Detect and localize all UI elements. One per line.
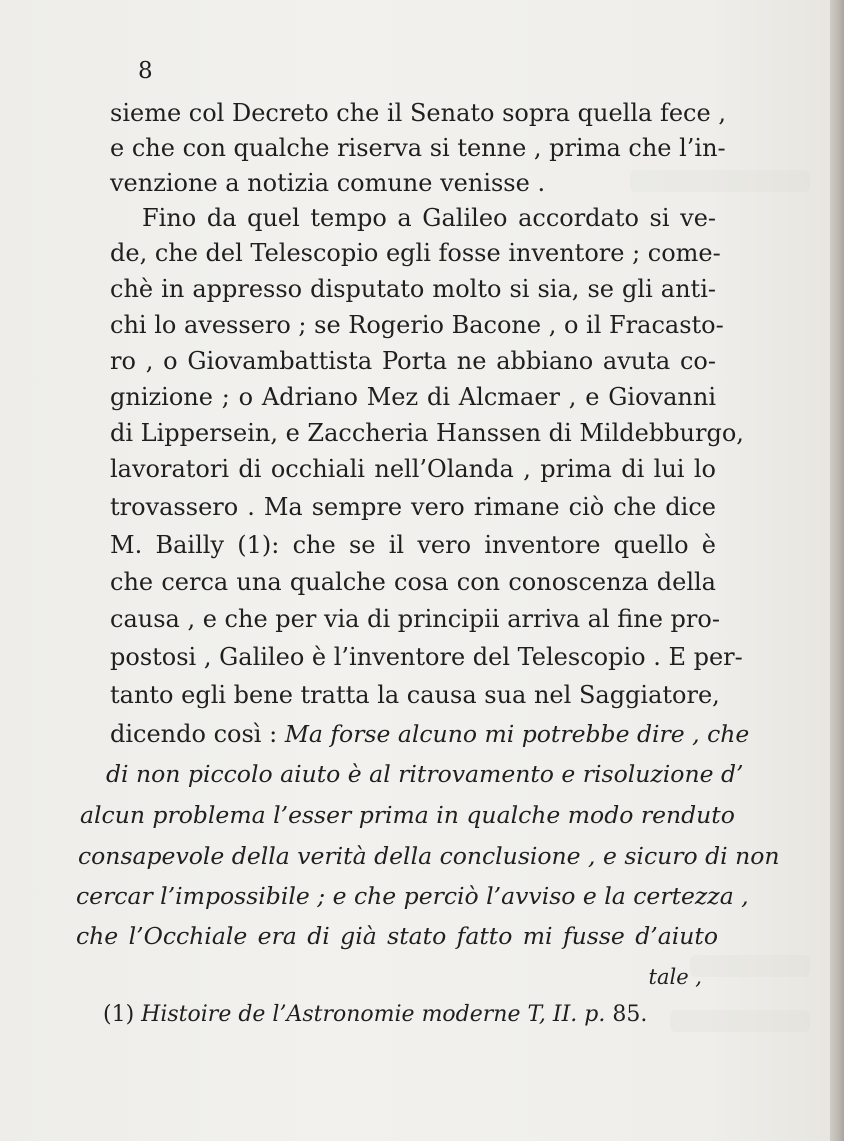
text-line: venzione a notizia comune venisse . <box>110 169 546 197</box>
text-line: gnizione ; o Adriano Mez di Alcmaer , e Giovanni <box>110 383 716 411</box>
quote-line: cercar l’impossibile ; e che perciò l’avviso e la certezza , <box>76 882 749 910</box>
footnote-mark: (1) <box>103 1002 135 1027</box>
bleed-through-shadow <box>690 955 810 977</box>
roman-text: dicendo così : <box>110 720 285 748</box>
footnote-page-ref: 85. <box>612 1002 648 1027</box>
text-line: chi lo avessero ; se Rogerio Bacone , o il Fracasto- <box>110 311 724 339</box>
text-line: M. Bailly (1): che se il vero inventore quello è <box>110 531 716 559</box>
text-line: che cerca una qualche cosa con conoscenza della <box>110 568 716 596</box>
footnote-text: Histoire de l’Astronomie moderne T, II. p. <box>141 1002 606 1027</box>
quote-line: consapevole della verità della conclusione , e sicuro di non <box>78 842 780 870</box>
bleed-through-shadow <box>670 1010 810 1032</box>
text-line: trovassero . Ma sempre vero rimane ciò che dice <box>110 493 716 521</box>
text-line: ro , o Giovambattista Porta ne abbiano avuta co- <box>110 347 716 375</box>
text-line: postosi , Galileo è l’inventore del Telescopio . E per- <box>110 643 743 671</box>
text-line: e che con qualche riserva si tenne , prima che l’in- <box>110 134 726 162</box>
mixed-text-line <box>110 719 750 749</box>
text-line: de, che del Telescopio egli fosse inventore ; come- <box>110 239 721 267</box>
text-line: causa , e che per via di principii arriva al fine pro- <box>110 605 720 633</box>
catchword: tale , <box>648 965 702 989</box>
quote-line: che l’Occhiale era di già stato fatto mi fusse d’aiuto <box>76 922 718 950</box>
quote-line: di non piccolo aiuto è al ritrovamento e risoluzione d’ <box>106 760 744 788</box>
page-edge-gutter <box>830 0 844 1141</box>
footnote <box>103 1000 648 1030</box>
text-line: di Lippersein, e Zaccheria Hanssen di Mildebburgo, <box>110 419 744 447</box>
text-line: tanto egli bene tratta la causa sua nel Saggiatore, <box>110 681 720 709</box>
text-line: lavoratori di occhiali nell’Olanda , prima di lui lo <box>110 455 716 483</box>
text-line: sieme col Decreto che il Senato sopra quella fece , <box>110 99 726 127</box>
page-number: 8 <box>138 58 153 84</box>
text-line: chè in appresso disputato molto si sia, se gli anti- <box>110 275 716 303</box>
italic-quote-text: Ma forse alcuno mi potrebbe dire , che <box>284 720 750 748</box>
quote-line: alcun problema l’esser prima in qualche modo renduto <box>80 801 735 829</box>
paragraph-first-line: Fino da quel tempo a Galileo accordato si ve- <box>142 204 716 232</box>
